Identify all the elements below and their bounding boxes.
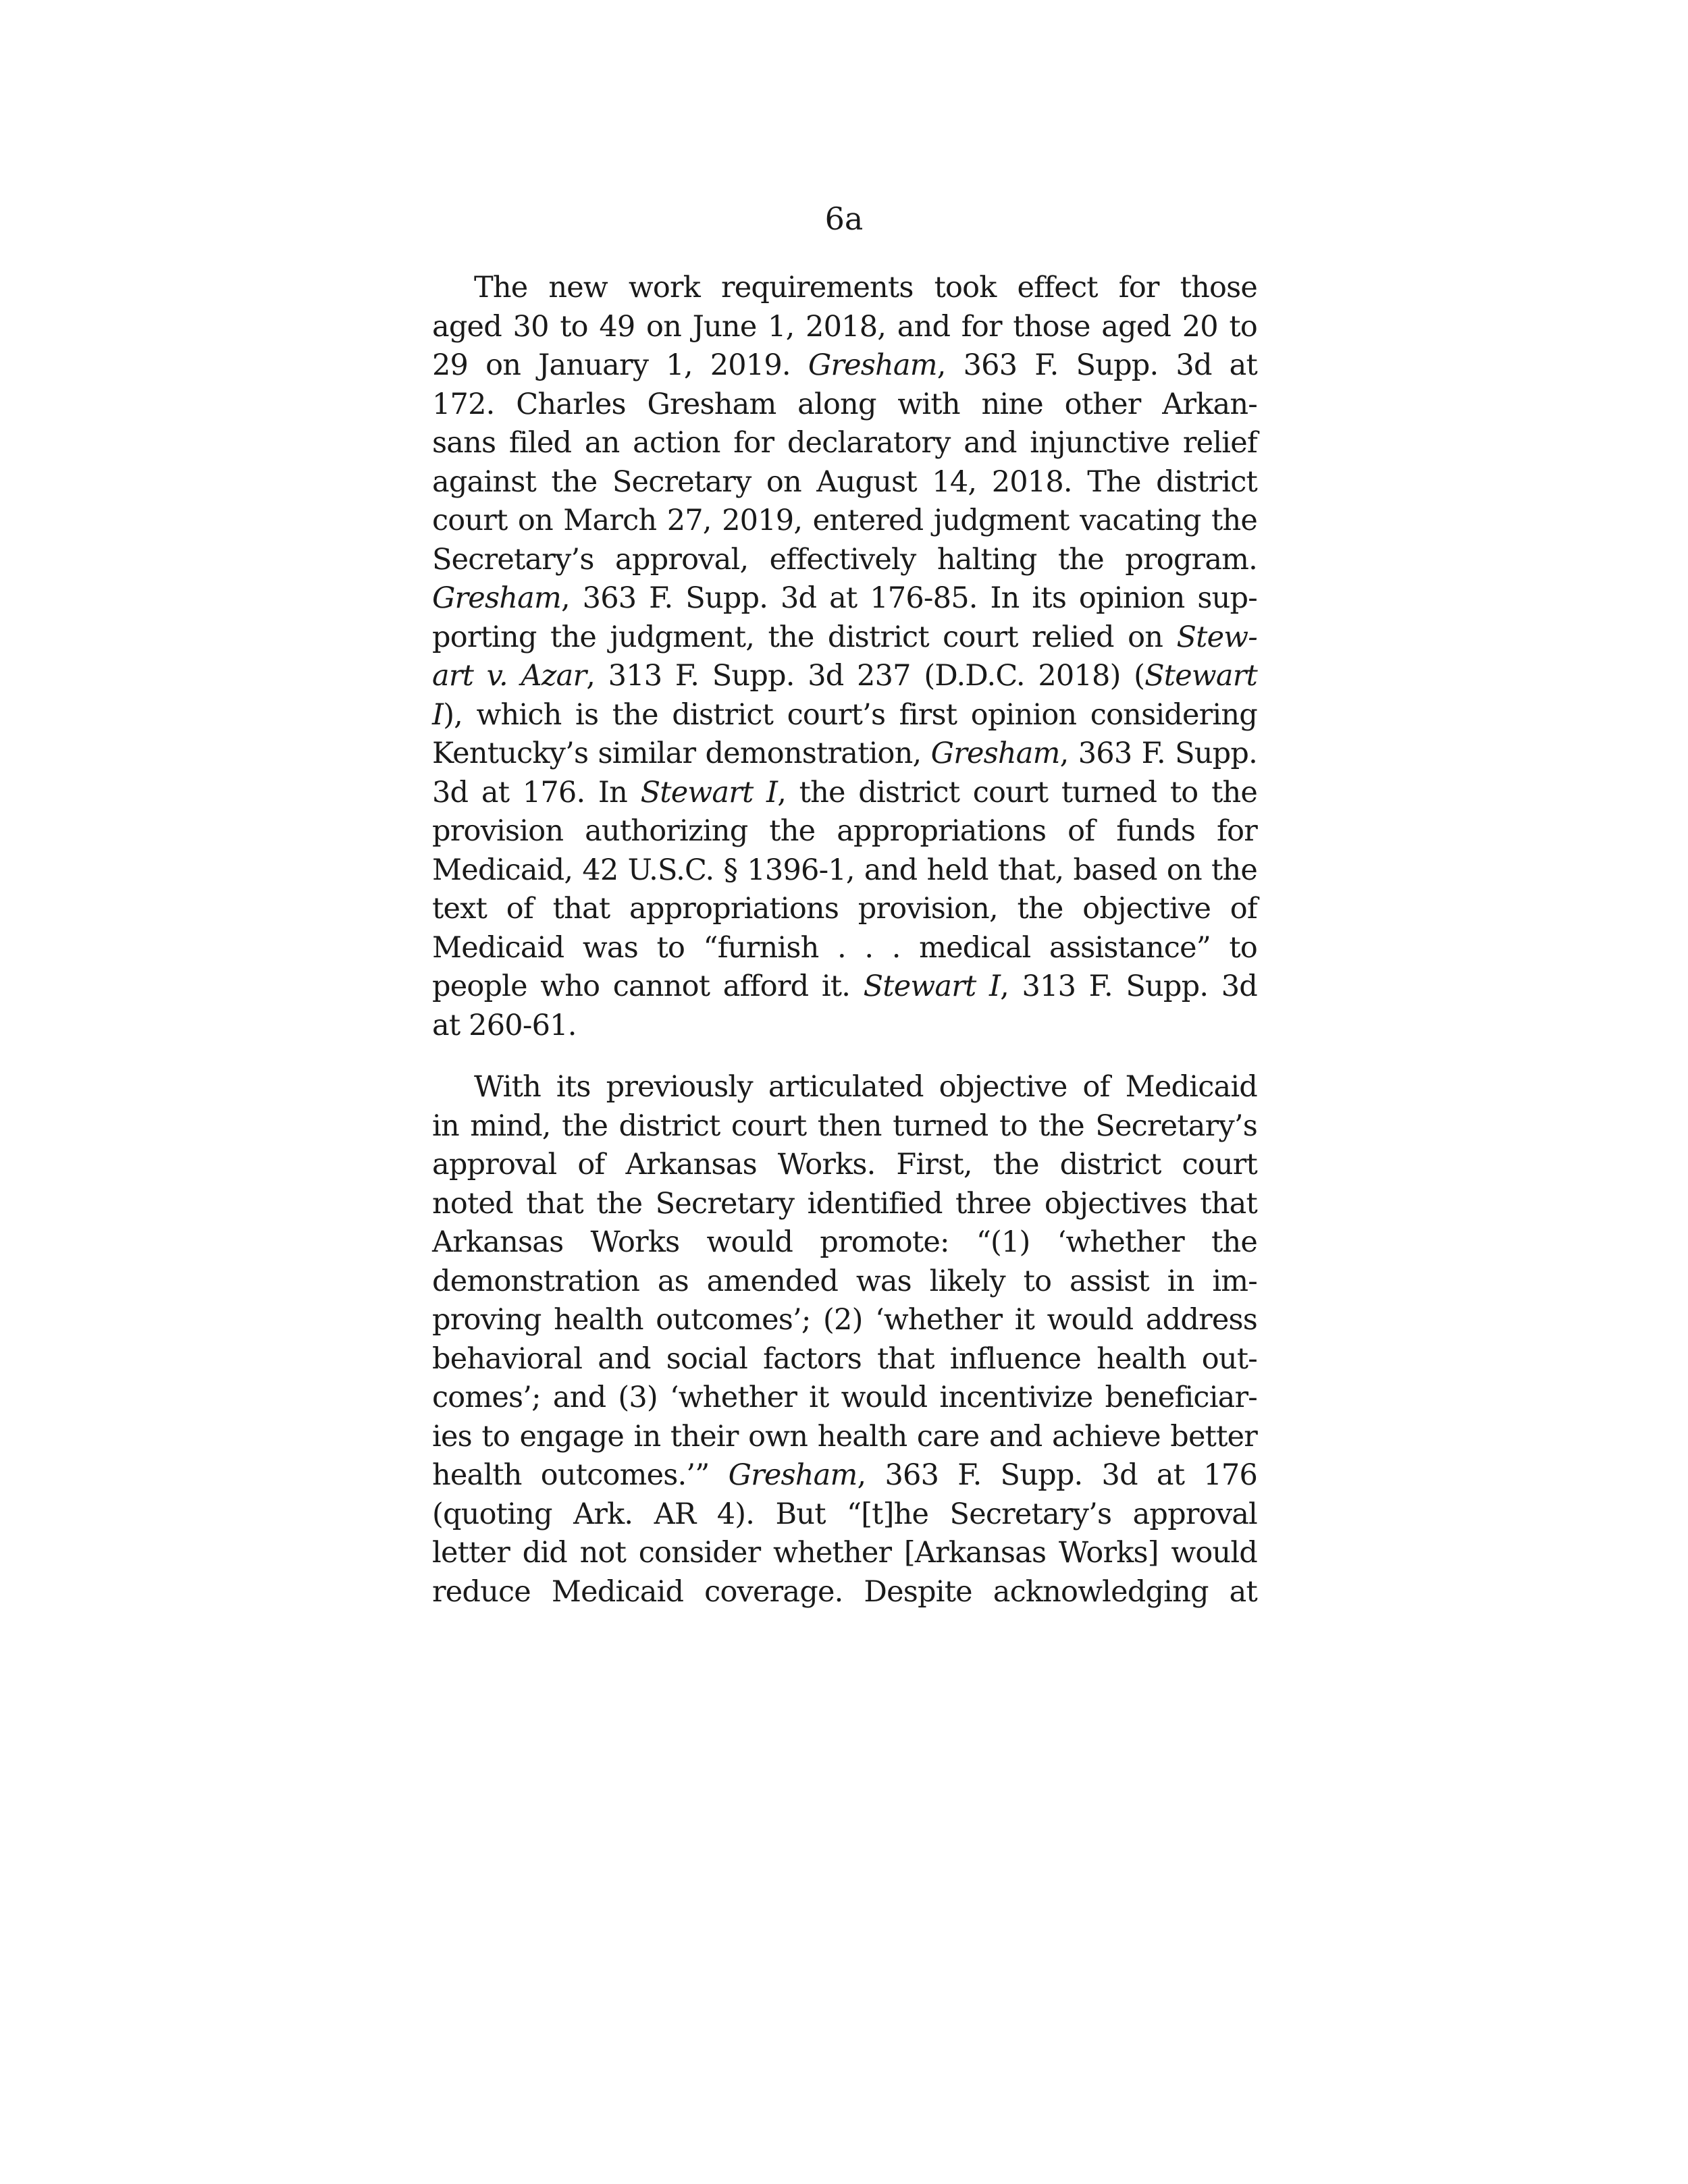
text-run: , 363 F. Supp. 3d at 176-85. In its opinion sup- [560,581,1257,615]
text-line: Arkansas Works would promote: “(1) ‘whether the [432,1225,1257,1259]
case-citation: Gresham [930,737,1060,770]
case-citation: Stew- [1176,620,1257,654]
text-run: , 363 F. Supp. [1059,737,1257,770]
text-run: , 363 F. Supp. 3d at [937,348,1257,382]
text-run: , 313 F. Supp. 3d 237 (D.D.C. 2018) ( [586,659,1145,693]
text-line: Secretary’s approval, effectively halting the program. [432,542,1257,577]
text-line: The new work requirements took effect for those [474,271,1257,304]
text-line [432,696,1257,735]
body-text [432,269,1257,1612]
case-citation: Stewart I [863,969,1001,1003]
text-line: demonstration as amended was likely to assist in im- [432,1264,1257,1298]
text-run: 3d at 176. In [432,775,627,809]
text-line: court on March 27, 2019, entered judgment vacating the [432,504,1257,537]
text-run: ), which is the district court’s first opinion considering [443,697,1257,732]
text-run: , the district court turned to the [777,775,1258,809]
text-line: Medicaid was to “furnish . . . medical assistance” to [432,930,1257,965]
text-line: approval of Arkansas Works. First, the district court [432,1148,1257,1181]
text-line: proving health outcomes’; (2) ‘whether it would address [432,1303,1257,1337]
case-citation: Stewart I [640,775,778,809]
text-line: 172. Charles Gresham along with nine other Arkan- [432,387,1257,421]
case-citation: I [432,697,444,732]
text-line [432,1456,1257,1495]
text-line: letter did not consider whether [Arkansas Works] would [432,1536,1257,1570]
text-line [432,657,1257,696]
text-line: behavioral and social factors that influence health out- [432,1341,1257,1376]
text-line [432,579,1257,618]
text-line: sans filed an action for declaratory and injunctive relief [432,426,1257,460]
text-run: Kentucky’s similar demonstration, [432,737,922,770]
text-line: (quoting Ark. AR 4). But “[t]he Secretary’s approval [432,1497,1257,1531]
text-line: against the Secretary on August 14, 2018. The district [432,464,1257,499]
paragraph-1 [432,269,1257,1045]
text-line [432,735,1257,774]
text-run: porting the judgment, the district court relied on [432,620,1163,654]
text-line [432,346,1257,385]
text-line: at 260-61. [432,1008,577,1042]
text-run: , 363 F. Supp. 3d at 176 [857,1458,1257,1492]
text-line: noted that the Secretary identified three objectives that [432,1186,1257,1221]
text-line: comes’; and (3) ‘whether it would incentivize beneficiar- [432,1381,1257,1414]
text-line: text of that appropriations provision, the objective of [432,892,1257,926]
text-run: people who cannot afford it. [432,969,851,1003]
paragraph-2 [432,1068,1257,1612]
text-line [432,967,1257,1007]
case-citation: Gresham [728,1458,858,1492]
paragraph-spacer [432,1045,1257,1068]
text-line [432,774,1257,813]
case-citation: Gresham [808,348,937,382]
text-line: Medicaid, 42 U.S.C. § 1396-1, and held that, based on the [432,853,1257,887]
text-line: ies to engage in their own health care and achieve better [432,1419,1257,1454]
text-line: aged 30 to 49 on June 1, 2018, and for those aged 20 to [432,309,1257,344]
case-citation: Gresham [432,581,561,615]
text-run: health outcomes.’” [432,1458,710,1492]
text-line [432,618,1257,658]
text-line: in mind, the district court then turned to the Secretary’s [432,1109,1257,1143]
case-citation: art v. Azar [432,659,587,693]
text-run: 29 on January 1, 2019. [432,348,791,382]
text-line: With its previously articulated objective of Medicaid [474,1070,1257,1104]
text-line: reduce Medicaid coverage. Despite acknowledging at [432,1574,1257,1609]
case-citation: Stewart [1144,659,1257,693]
text-run: , 313 F. Supp. 3d [1000,969,1257,1003]
text-line: provision authorizing the appropriations of funds for [432,814,1257,848]
page-number: 6a [824,201,864,237]
